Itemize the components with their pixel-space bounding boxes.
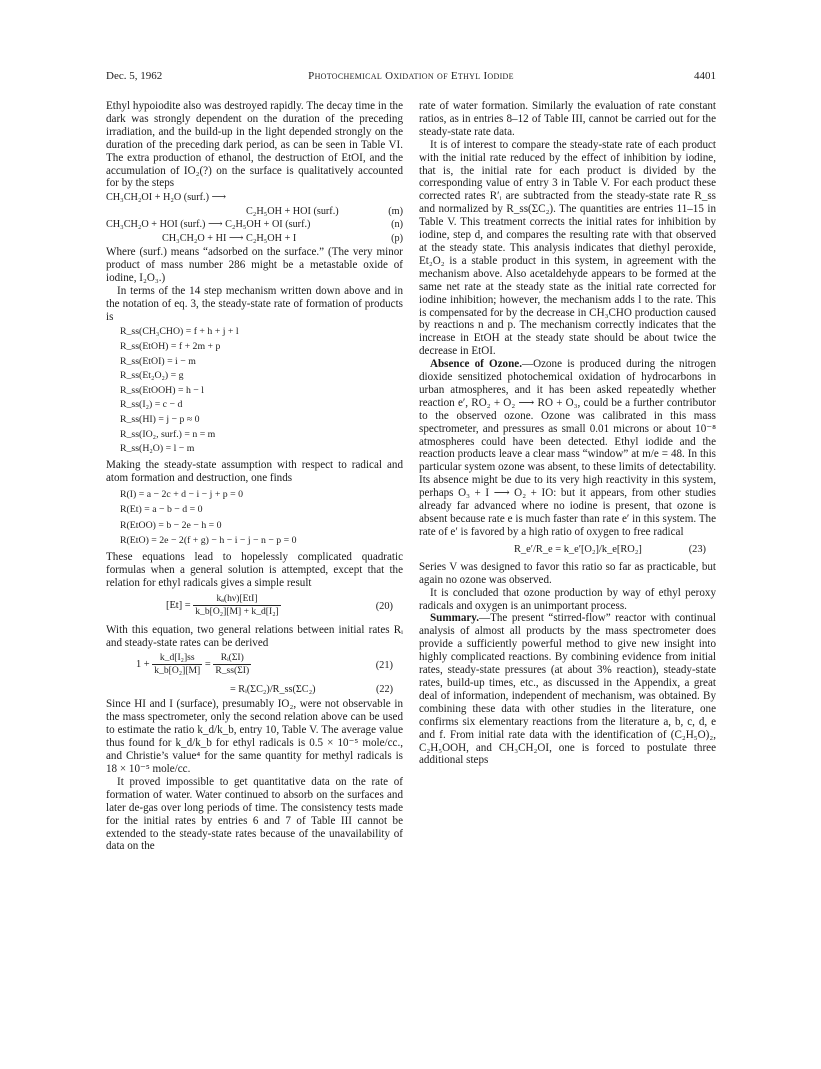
equation-tag: (20) [375,600,393,612]
rate-line: R_ss(EtOI) = i − m [120,355,196,367]
left-column [106,100,403,853]
paragraph: Since HI and I (surface), presumably IO₂, were not observable in the mass spectrometer, only the second relation above can be used to estimate the ratio k_d/k_b, entry 10, Table V. The average value thus found for k_d/k_b for ethyl radicals is 0.5 × 10⁻⁵ mole/cc., and Christie’s value⁴ for the same quantity for methyl radicals is 18 × 10⁻⁵ mole/cc. [106,698,403,775]
steady-state-rate-list [106,325,403,456]
equation-n: CH₃CH₂O + HOI (surf.) ⟶ C₂H₅OH + OI (surf.) (n) [106,219,403,231]
paragraph: It proved impossible to get quantitative data on the rate of formation of water. Water continued to absorb on the surfaces and later de-gas over long periods of time. The consistency tests made for the initial rates by entries 6 and 7 of Table III cannot be extended to the steady-state rates because of the unavailability of data on the [106,775,403,853]
ss-line: R(EtO) = 2e − 2(f + g) − h − i − j − n − p = 0 [120,535,297,547]
paragraph: It is concluded that ozone production by way of ethyl peroxy radicals and oxygen is an unimportant process. [419,586,716,612]
equation-tag: (22) [376,684,393,696]
equation-23: R_e′/R_e = k_e′[O₂]/k_e[RO₂] (23) [514,543,706,555]
rate-line: R_ss(EtOH) = f + 2m + p [120,341,221,352]
paragraph: Ethyl hypoiodite also was destroyed rapidly. The decay time in the dark was strongly dependent on the duration of the preceding irradiation, and the build-up in the light depended strongly on the duration of the preceding dark period, as can be seen in Table VI. The extra production of ethanol, the destruction of EtOI, and the accumulation of IO₂(?) on the surface is qualitatively accounted for by the steps [106,100,403,190]
ss-line: R(EtOO) = b − 2e − h = 0 [120,519,222,531]
equation-m-line2: C₂H₅OH + HOI (surf.) (m) [246,205,403,217]
rate-line: R_ss(I₂) = c − d [120,399,183,411]
rate-line: R_ss(EtOOH) = h − l [120,384,204,396]
ss-line: R(Et) = a − b − d = 0 [120,504,203,516]
paragraph: With this equation, two general relations between initial rates Rᵢ and steady-state rates can be derived [106,623,403,649]
eq21-one: 1 + [136,659,150,671]
equation-tag: (21) [375,660,393,672]
equals-sign: = [204,659,211,671]
header-title: Photochemical Oxidation of Ethyl Iodide [308,70,514,82]
paragraph-ozone: Absence of Ozone.—Ozone is produced during the nitrogen dioxide sensitized photochemical oxidation of hydrocarbons in urban atmospheres, and it has been asked repeatedly whether reaction e′, RO₂ + O₂ ⟶ RO + O₃, could be a further contributor to the observed ozone. Ozone was calibrated in this mass spectrometer, and pressures as small 0.01 microns or about 10⁻⁸ atmospheres could have been detected. Ethyl iodide and the reaction products leave a clear mass “window” at m/e = 48. In this particular system ozone was absent, to these limits of detectability. Its absence might be due to its very high reactivity in this system, perhaps O₃ + I ⟶ O₂ + IO: but it appears, from other studies already far advanced where no iodine is present, that ozone is absent because rate e is much faster than rate e′ in this system. The rate of e′ is favored by a high ratio of oxygen to free radical [419,358,717,538]
equation-tag: (23) [688,543,706,555]
paragraph: Making the steady-state assumption with respect to radical and atom formation and destruction, one finds [106,458,403,484]
steady-state-assumption-list [106,487,403,549]
eq20-lhs: [Et] = [166,599,191,611]
paragraph-summary: Summary.—The present “stirred-flow” reactor with continual analysis of almost all products by the mass spectrometer does provide a sufficiently powerful method to give new insight into highly complicated reactions. By combining evidence from initial rates, steady-state pressures (at about 3% reaction), steady-state rates, build-up times, etc., as discussed in the Appendix, a great deal of information, independent of mechanism, was obtained. By combining these data with other studies in the literature, one confirms six elementary reactions from the literature a, b, c, d, e and f. From initial rate data with the identification of (C₂H₅O)₂, C₂H₅OOH, and CH₃CH₂OI, one is forced to postulate three additional steps [419,612,716,767]
running-header [106,70,716,86]
header-page-number: 4401 [694,70,716,82]
rate-line: R_ss(H₂O) = l − m [120,443,195,455]
numerator: k_d[I₂]ss [152,652,202,665]
paragraph: rate of water formation. Similarly the evaluation of rate constant ratios, as in entries 8–12 of Table III, cannot be carried out for the steady-state rate data. [419,100,716,138]
right-column [419,100,716,767]
numerator: kₐ(hν)[EtI] [193,593,281,606]
denominator: R_ss(ΣI) [215,665,250,677]
section-heading-ozone: Absence of Ozone. [430,358,522,371]
equation-m-line1: CH₃CH₂OI + H₂O (surf.) ⟶ [106,192,227,204]
denominator: k_b[O₂][M] + k_d[I₂] [195,605,279,617]
eq21-fraction-right [213,652,251,677]
rate-line: R_ss(HI) = j − p ≈ 0 [120,413,200,425]
equation-tag: (p) [391,232,403,244]
ss-line: R(I) = a − 2c + d − i − j + p = 0 [120,488,244,500]
equation-22: = Rᵢ(ΣC₂)/R_ss(ΣC₂) (22) [230,684,393,696]
paragraph: Where (surf.) means “adsorbed on the surface.” (The very minor product of mass number 286 might be a metastable oxide of iodine, I₂O₃.) [106,245,403,284]
equation-tag: (m) [388,205,403,217]
reaction-equations [106,191,403,245]
section-heading-summary: Summary. [430,612,480,625]
equation-p: CH₃CH₂O + HI ⟶ C₂H₅OH + I (p) [162,232,403,244]
paragraph: In terms of the 14 step mechanism written down above and in the notation of eq. 3, the steady-state rate of formation of products is [106,284,403,323]
eq20-fraction [193,593,281,618]
equation-20 [106,593,403,621]
rate-line: R_ss(CH₃CHO) = f + h + j + l [120,326,239,338]
numerator: Rᵢ(ΣI) [213,652,251,665]
paragraph: These equations lead to hopelessly complicated quadratic formulas when a general solution is attempted, except that the relation for ethyl radicals gives a simple result [106,550,403,589]
rate-line: R_ss(IO₂, surf.) = n = m [120,428,216,440]
paragraph: Series V was designed to favor this ratio so far as practicable, but again no ozone was observed. [419,560,716,586]
header-date: Dec. 5, 1962 [106,70,163,82]
rate-line: R_ss(Et₂O₂) = g [120,370,184,382]
equation-21 [106,652,403,680]
equation-tag: (n) [391,219,403,231]
eq21-fraction-left [152,652,202,677]
paragraph: It is of interest to compare the steady-state rate of each product with the initial rate reduced by the effect of inhibition by iodine, that is, the initial rate for each product is divided by the corresponding value of entry 3 in Table V. For each product these corrected rates R′ᵢ are subtracted from the steady-state rate R_ss and normalized by R_ss(ΣC₂). The quantities are entries 11–15 in Table V. This treatment corrects the initial rates for inhibition by iodine, step d, and compares the resulting rate with that observed at the steady state. This analysis indicates that diethyl peroxide, Et₂O₂ is a stable product in this system, in agreement with the mechanism above. Also acetaldehyde appears to be formed at the same net rate at the steady state as the initial rate corrected for iodine inhibition; however, the mechanism adds l to the rate. This is compensated for by the decrease in CH₃CHO production caused by reactions n and p. The mechanism correctly indicates that the increase in EtOH at the steady state should be about twice the decrease in EtOI. [419,138,716,358]
denominator: k_b[O₂][M] [154,665,201,677]
